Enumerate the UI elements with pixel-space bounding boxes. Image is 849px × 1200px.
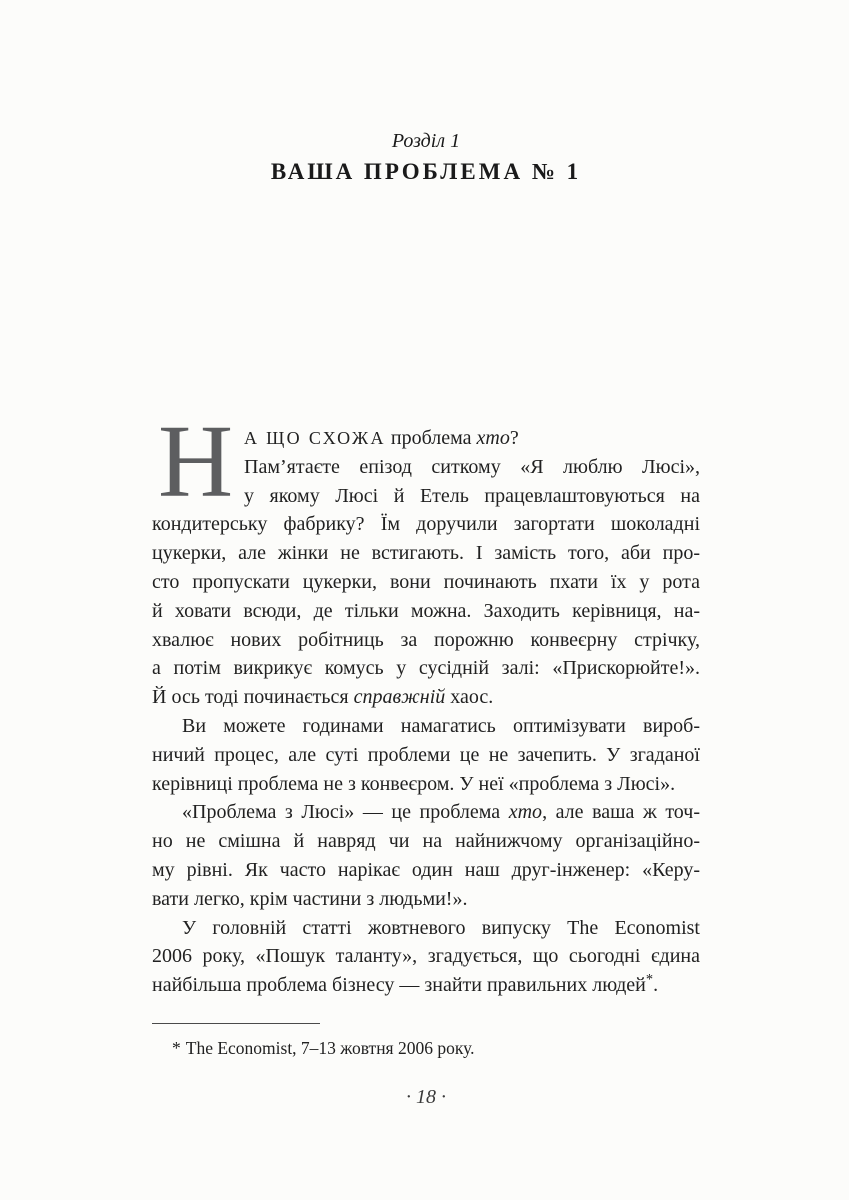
text-segment: справжній bbox=[353, 686, 446, 709]
body-line bbox=[152, 683, 700, 712]
body-line bbox=[152, 856, 700, 885]
text-segment: му рівні. Як часто нарікає один наш друг-інженер: «Керу- bbox=[152, 858, 700, 881]
body-line bbox=[152, 626, 700, 655]
text-segment: «Проблема з Люсі» — це проблема bbox=[182, 801, 509, 824]
body-line bbox=[152, 914, 700, 943]
text-segment: кондитерську фабрику? Їм доручили загортати шоколадні bbox=[152, 513, 700, 536]
text-segment: керівниці проблема не з конвеєром. У неї «проблема з Люсі». bbox=[152, 772, 676, 795]
body-line bbox=[152, 712, 700, 741]
text-segment: * bbox=[645, 971, 654, 988]
body-line bbox=[152, 510, 700, 539]
text-segment: ничий процес, але суті проблеми це не зачепить. У згаданої bbox=[152, 743, 700, 766]
body-lines bbox=[152, 404, 700, 1000]
body-line bbox=[152, 942, 700, 971]
text-segment: но не смішна й навряд чи на найнижчому організаційно- bbox=[152, 830, 700, 853]
chapter-title: ВАША ПРОБЛЕМА № 1 bbox=[270, 159, 582, 184]
text-segment: , але ваша ж точ- bbox=[542, 801, 700, 824]
text-segment: . bbox=[653, 974, 659, 997]
text-segment: цукерки, але жінки не встигають. І замість того, аби про- bbox=[152, 542, 700, 565]
text-segment: Й ось тоді починається bbox=[152, 686, 354, 709]
body-line bbox=[152, 971, 700, 1000]
text-segment: Пам’ятаєте епізод ситкому «Я люблю Люсі», bbox=[244, 455, 700, 478]
text-segment: А ЩО СХОЖА bbox=[244, 428, 386, 448]
text-segment: проблема bbox=[385, 427, 477, 449]
text-segment: У головній статті жовтневого випуску The Economist bbox=[182, 916, 700, 939]
body-line bbox=[152, 770, 700, 799]
text-segment: хто bbox=[508, 801, 543, 824]
text-segment: найбільша проблема бізнесу — знайти правильних людей bbox=[152, 974, 646, 997]
body-line bbox=[152, 885, 700, 914]
text-segment: сто пропускати цукерки, вони починають пхати їх у рота bbox=[152, 570, 700, 593]
text-segment: ? bbox=[509, 427, 519, 449]
chapter-label: Розділ 1 bbox=[391, 130, 461, 152]
body-line bbox=[152, 741, 700, 770]
footnote-marker: * bbox=[172, 1038, 181, 1058]
body-line bbox=[152, 654, 700, 683]
text-segment: 2006 року, «Пошук таланту», згадується, що сьогодні єдина bbox=[152, 945, 700, 968]
page-number: · 18 · bbox=[406, 1086, 446, 1108]
text-segment: хвалює нових робітниць за порожню конвеєрну стрічку, bbox=[152, 628, 700, 651]
body-line bbox=[152, 568, 700, 597]
drop-cap: Н bbox=[158, 404, 234, 519]
text-segment: й ховати всюди, де тільки можна. Заходить керівниця, на- bbox=[152, 599, 700, 622]
text-segment: хаос. bbox=[445, 686, 494, 709]
body-line bbox=[152, 798, 700, 827]
text-segment: Ви можете годинами намагатись оптимізувати вироб- bbox=[182, 714, 700, 737]
text-segment: хто bbox=[476, 427, 510, 449]
footnote bbox=[152, 1036, 700, 1060]
text-segment: а потім викрикує комусь у сусідній залі: «Прискорюйте!». bbox=[152, 657, 700, 680]
body-text bbox=[152, 404, 700, 1000]
body-line bbox=[152, 539, 700, 568]
footnote-separator bbox=[152, 1023, 320, 1024]
footnote-text: The Economist, 7–13 жовтня 2006 року. bbox=[185, 1038, 475, 1058]
body-line bbox=[152, 597, 700, 626]
text-segment: у якому Люсі й Етель працевлаштовуються на bbox=[244, 484, 700, 507]
body-line bbox=[152, 827, 700, 856]
text-segment: вати легко, крім частини з людьми!». bbox=[152, 887, 468, 910]
